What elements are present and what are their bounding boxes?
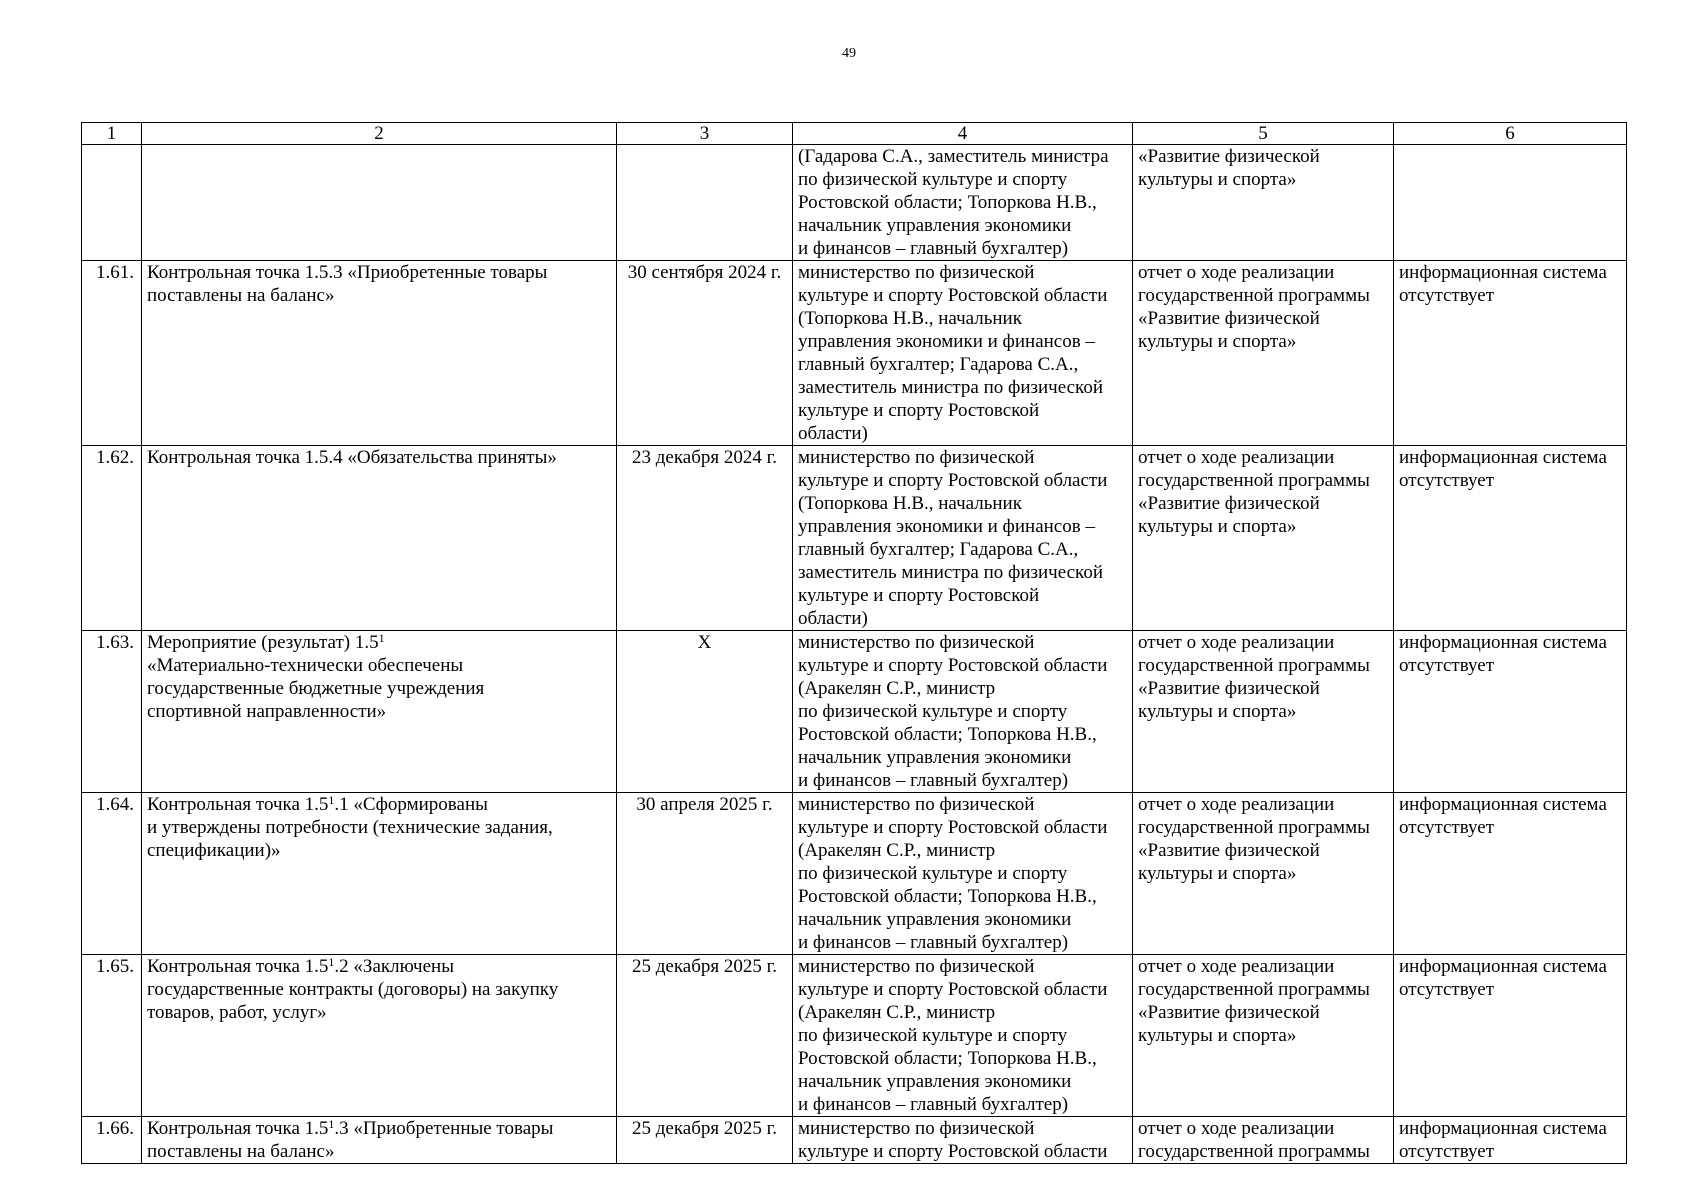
column-number: 1 [82, 123, 142, 145]
event-name [142, 793, 617, 955]
cell-line: начальник управления экономики [798, 215, 1072, 236]
cell-line: (Топоркова Н.В., начальник [798, 308, 1022, 329]
cell-line: информационная система [1399, 1118, 1607, 1139]
cell-line: спортивной направленности» [147, 701, 387, 722]
cell-line: и финансов – главный бухгалтер) [798, 770, 1069, 791]
cell-line: отсутствует [1399, 817, 1495, 838]
cell-line: Ростовской области; Топоркова Н.В., [798, 886, 1097, 907]
cell-line [147, 955, 611, 978]
cell-line: государственной программы [1138, 470, 1370, 491]
deadline-date: 25 декабря 2025 г. [617, 1117, 793, 1164]
cell-line: информационная система [1399, 794, 1607, 815]
event-name [142, 145, 617, 261]
cell-line [147, 1117, 611, 1140]
cell-line: Ростовской области; Топоркова Н.В., [798, 724, 1097, 745]
cell-line: отсутствует [1399, 979, 1495, 1000]
cell-line: министерство по физической [798, 447, 1035, 468]
control-points-table [81, 122, 1627, 1164]
cell-line: информационная система [1399, 956, 1607, 977]
cell-line: заместитель министра по физической [798, 377, 1103, 398]
superscript: 1 [328, 955, 335, 969]
cell-line: и финансов – главный бухгалтер) [798, 932, 1069, 953]
column-number-row [82, 123, 1627, 145]
cell-line: области) [798, 608, 868, 629]
cell-line: (Аракелян С.Р., министр [798, 678, 996, 699]
cell-line: по физической культуре и спорту [798, 169, 1068, 190]
confirming-document [1133, 261, 1394, 446]
row-number [82, 145, 142, 261]
cell-line: информационная система [1399, 262, 1607, 283]
cell-line: информационная система [1399, 632, 1607, 653]
cell-line: культуре и спорту Ростовской области [798, 817, 1108, 838]
page-number: 49 [842, 46, 856, 61]
text-part: Контрольная точка 1.5 [147, 794, 329, 815]
cell-line: отчет о ходе реализации [1138, 632, 1335, 653]
cell-line: управления экономики и финансов – [798, 516, 1095, 537]
information-system [1394, 446, 1627, 631]
responsible-executor [793, 631, 1133, 793]
cell-line: культуры и спорта» [1138, 701, 1297, 722]
text-part: .2 «Заключены [334, 956, 454, 977]
cell-line: «Развитие физической [1138, 146, 1320, 167]
responsible-executor [793, 1117, 1133, 1164]
information-system [1394, 793, 1627, 955]
table-row [82, 145, 1627, 261]
cell-line: главный бухгалтер; Гадарова С.А., [798, 539, 1079, 560]
responsible-executor [793, 261, 1133, 446]
cell-line: культуре и спорту Ростовской области [798, 979, 1108, 1000]
event-name [142, 446, 617, 631]
cell-line: и утверждены потребности (технические задания, [147, 817, 553, 838]
table-row [82, 446, 1627, 631]
table-row [82, 955, 1627, 1117]
row-number: 1.61. [82, 261, 142, 446]
row-number: 1.63. [82, 631, 142, 793]
cell-line: «Развитие физической [1138, 1002, 1320, 1023]
text-part: Контрольная точка 1.5 [147, 1118, 329, 1139]
row-number: 1.65. [82, 955, 142, 1117]
cell-line: культуры и спорта» [1138, 169, 1297, 190]
row-number: 1.62. [82, 446, 142, 631]
text-part: .3 «Приобретенные товары [334, 1118, 554, 1139]
confirming-document [1133, 793, 1394, 955]
cell-line: государственной программы [1138, 817, 1370, 838]
information-system [1394, 261, 1627, 446]
cell-line: и финансов – главный бухгалтер) [798, 1094, 1069, 1115]
responsible-executor [793, 446, 1133, 631]
cell-line: отсутствует [1399, 655, 1495, 676]
column-number: 6 [1394, 123, 1627, 145]
cell-line: министерство по физической [798, 1118, 1035, 1139]
confirming-document [1133, 1117, 1394, 1164]
superscript: 1 [328, 1117, 335, 1131]
deadline-date: X [617, 631, 793, 793]
cell-line: культуры и спорта» [1138, 516, 1297, 537]
cell-line: государственной программы [1138, 285, 1370, 306]
event-name [142, 1117, 617, 1164]
cell-line: «Материально-технически обеспечены [147, 655, 464, 676]
cell-line: отчет о ходе реализации [1138, 262, 1335, 283]
deadline-date: 30 апреля 2025 г. [617, 793, 793, 955]
cell-line: «Развитие физической [1138, 678, 1320, 699]
cell-line: культуре и спорту Ростовской [798, 400, 1040, 421]
cell-line: «Развитие физической [1138, 493, 1320, 514]
information-system [1394, 955, 1627, 1117]
event-name [142, 955, 617, 1117]
superscript: 1 [378, 631, 385, 645]
confirming-document [1133, 955, 1394, 1117]
event-name [142, 261, 617, 446]
table-row [82, 793, 1627, 955]
cell-line: министерство по физической [798, 262, 1035, 283]
confirming-document [1133, 631, 1394, 793]
cell-line: культуры и спорта» [1138, 1025, 1297, 1046]
cell-line: по физической культуре и спорту [798, 863, 1068, 884]
confirming-document [1133, 446, 1394, 631]
cell-line: начальник управления экономики [798, 909, 1072, 930]
cell-line: культуре и спорту Ростовской области [798, 655, 1108, 676]
cell-line: «Развитие физической [1138, 840, 1320, 861]
cell-line: поставлены на баланс» [147, 1141, 335, 1162]
column-number: 4 [793, 123, 1133, 145]
cell-line: отчет о ходе реализации [1138, 794, 1335, 815]
deadline-date: 23 декабря 2024 г. [617, 446, 793, 631]
column-number: 3 [617, 123, 793, 145]
row-number: 1.64. [82, 793, 142, 955]
cell-line: отчет о ходе реализации [1138, 956, 1335, 977]
table-row [82, 631, 1627, 793]
cell-line: государственной программы [1138, 655, 1370, 676]
cell-line: спецификации)» [147, 840, 281, 861]
cell-line: отчет о ходе реализации [1138, 1118, 1335, 1139]
cell-line: отчет о ходе реализации [1138, 447, 1335, 468]
information-system [1394, 631, 1627, 793]
responsible-executor [793, 793, 1133, 955]
cell-line: культуре и спорту Ростовской области [798, 285, 1108, 306]
table-row [82, 1117, 1627, 1164]
deadline-date [617, 145, 793, 261]
text-part: .1 «Сформированы [334, 794, 488, 815]
cell-line: Ростовской области; Топоркова Н.В., [798, 1048, 1097, 1069]
cell-line: главный бухгалтер; Гадарова С.А., [798, 354, 1079, 375]
cell-line: культуре и спорту Ростовской области [798, 470, 1108, 491]
responsible-executor [793, 145, 1133, 261]
cell-line: министерство по физической [798, 956, 1035, 977]
cell-line: информационная система [1399, 447, 1607, 468]
cell-line: (Гадарова С.А., заместитель министра [798, 146, 1109, 167]
cell-line: отсутствует [1399, 1141, 1495, 1162]
cell-line [147, 793, 611, 816]
cell-line: отсутствует [1399, 285, 1495, 306]
deadline-date: 25 декабря 2025 г. [617, 955, 793, 1117]
cell-line: области) [798, 423, 868, 444]
cell-line: министерство по физической [798, 794, 1035, 815]
cell-line: Контрольная точка 1.5.3 «Приобретенные товары [147, 262, 548, 283]
cell-line: Ростовской области; Топоркова Н.В., [798, 192, 1097, 213]
cell-line: государственные контракты (договоры) на закупку [147, 979, 559, 1000]
cell-line: отсутствует [1399, 470, 1495, 491]
event-name [142, 631, 617, 793]
cell-line: культуры и спорта» [1138, 331, 1297, 352]
cell-line: культуре и спорту Ростовской области [798, 1141, 1108, 1162]
text-part: Контрольная точка 1.5 [147, 956, 329, 977]
cell-line: по физической культуре и спорту [798, 1025, 1068, 1046]
cell-line: государственные бюджетные учреждения [147, 678, 485, 699]
information-system [1394, 1117, 1627, 1164]
cell-line: товаров, работ, услуг» [147, 1002, 327, 1023]
cell-line: министерство по физической [798, 632, 1035, 653]
cell-line: культуре и спорту Ростовской [798, 585, 1040, 606]
cell-line: Контрольная точка 1.5.4 «Обязательства приняты» [147, 447, 557, 468]
information-system [1394, 145, 1627, 261]
deadline-date: 30 сентября 2024 г. [617, 261, 793, 446]
confirming-document [1133, 145, 1394, 261]
cell-line: управления экономики и финансов – [798, 331, 1095, 352]
cell-line: поставлены на баланс» [147, 285, 335, 306]
cell-line: государственной программы [1138, 1141, 1370, 1162]
text-part: Мероприятие (результат) 1.5 [147, 632, 379, 653]
column-number: 2 [142, 123, 617, 145]
cell-line: (Топоркова Н.В., начальник [798, 493, 1022, 514]
cell-line: заместитель министра по физической [798, 562, 1103, 583]
cell-line: (Аракелян С.Р., министр [798, 840, 996, 861]
cell-line: начальник управления экономики [798, 747, 1072, 768]
cell-line [147, 631, 611, 654]
cell-line: (Аракелян С.Р., министр [798, 1002, 996, 1023]
cell-line: государственной программы [1138, 979, 1370, 1000]
responsible-executor [793, 955, 1133, 1117]
column-number: 5 [1133, 123, 1394, 145]
cell-line: по физической культуре и спорту [798, 701, 1068, 722]
cell-line: культуры и спорта» [1138, 863, 1297, 884]
row-number: 1.66. [82, 1117, 142, 1164]
table-row [82, 261, 1627, 446]
cell-line: «Развитие физической [1138, 308, 1320, 329]
superscript: 1 [328, 793, 335, 807]
cell-line: начальник управления экономики [798, 1071, 1072, 1092]
cell-line: и финансов – главный бухгалтер) [798, 238, 1069, 259]
